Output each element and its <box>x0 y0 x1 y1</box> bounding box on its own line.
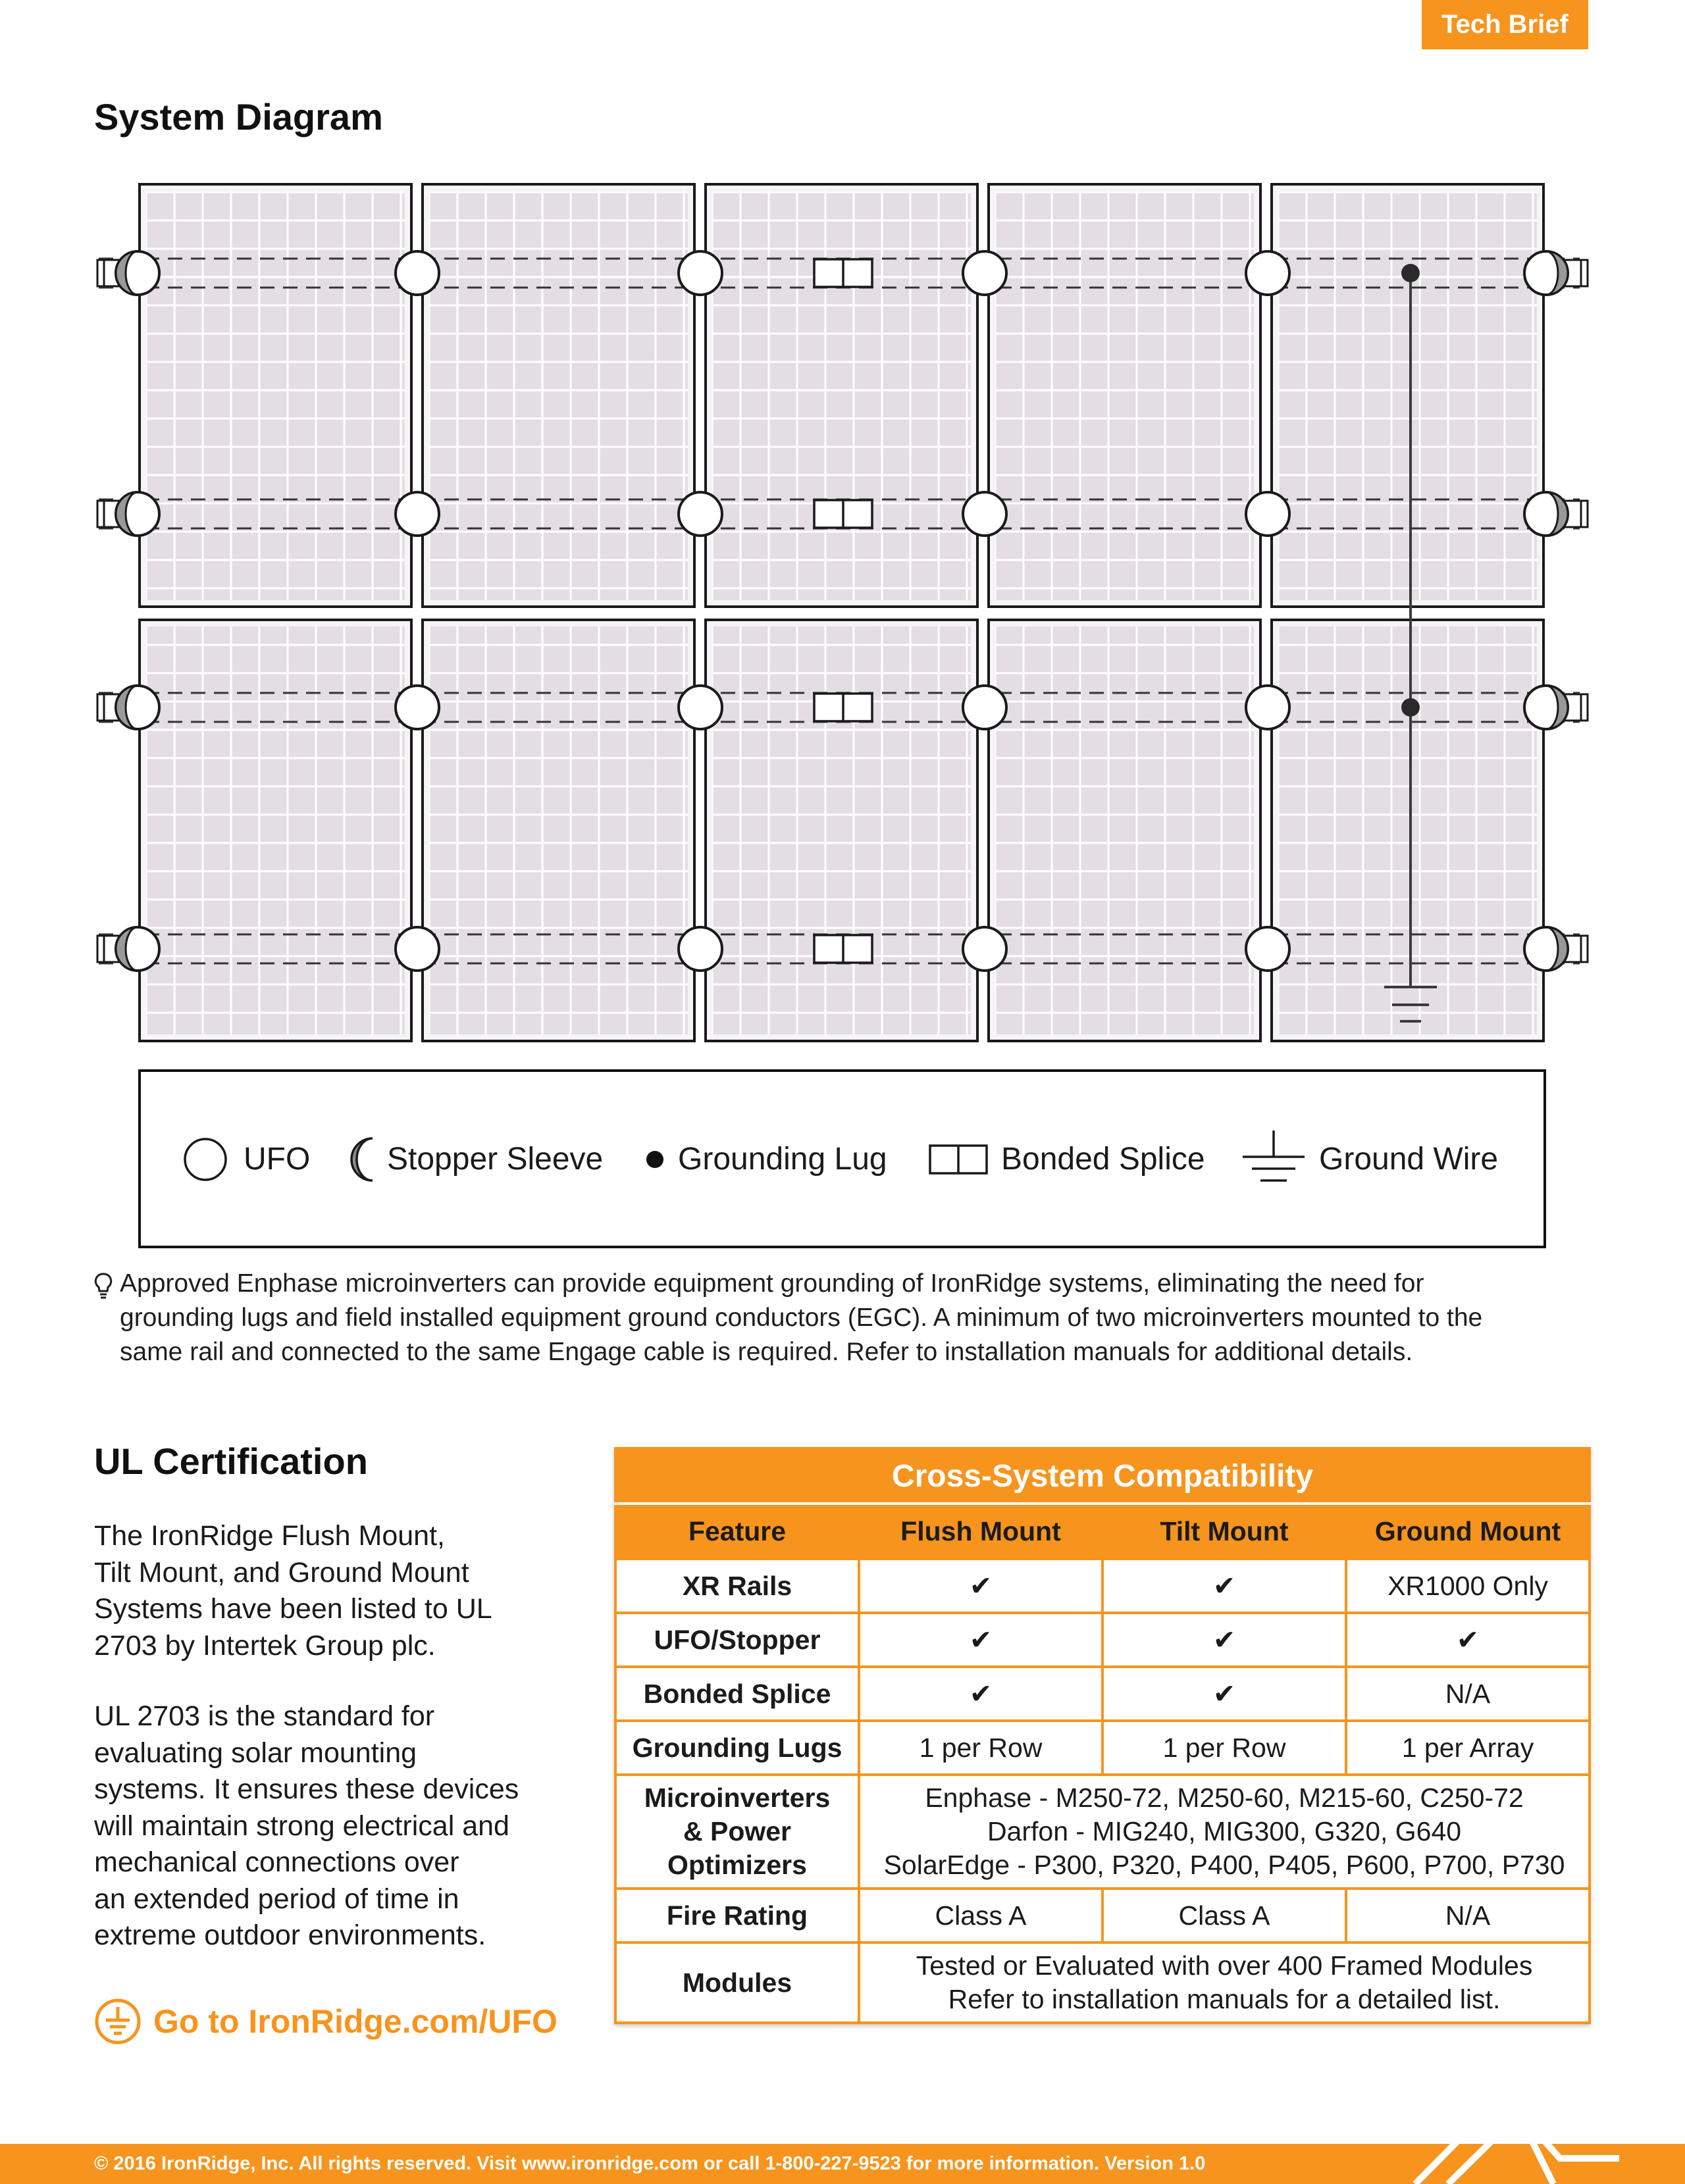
value-cell: N/A <box>1346 1889 1590 1943</box>
cell-line: SolarEdge - P300, P320, P400, P405, P600, P700, P730 <box>883 1850 1565 1880</box>
ufo-icon <box>185 1139 226 1180</box>
ufo-icon <box>1246 492 1289 536</box>
ul-line: Systems have been listed to UL <box>94 1593 492 1625</box>
ul-line: Tilt Mount, and Ground Mount <box>94 1556 469 1588</box>
footer-copyright: © 2016 IronRidge, Inc. All rights reserved. Visit www.ironridge.com or call 1-800-227-9523 for more information. Version 1.0 <box>94 2153 1206 2174</box>
table-row <box>615 1721 1590 1775</box>
value-cell: N/A <box>1346 1667 1590 1721</box>
ufo-icon <box>1246 251 1289 295</box>
ground-symbol-icon <box>94 1998 142 2045</box>
ul-line: systems. It ensures these devices <box>94 1773 519 1805</box>
note-line: Approved Enphase microinverters can provide equipment grounding of IronRidge systems, eliminating the need for <box>120 1269 1424 1298</box>
value-cell: 1 per Row <box>1102 1721 1346 1775</box>
header-ground-mount: Ground Mount <box>1346 1504 1590 1559</box>
tech-brief-badge: Tech Brief <box>1422 0 1588 49</box>
cell-line: Microinverters <box>644 1783 831 1813</box>
ufo-link-text[interactable]: Go to IronRidge.com/UFO <box>153 2003 557 2040</box>
ul-certification-title: UL Certification <box>94 1440 368 1482</box>
legend-stopper-label: Stopper Sleeve <box>387 1142 604 1177</box>
note-line: same rail and connected to the same Engage cable is required. Refer to installation manuals for additional details. <box>120 1338 1413 1366</box>
header-tilt-mount: Tilt Mount <box>1102 1504 1346 1559</box>
solar-panel-array <box>140 184 1543 1041</box>
feature-cell: Fire Rating <box>615 1889 859 1943</box>
checkmark-icon: ✔ <box>1102 1613 1346 1667</box>
feature-cell <box>615 1775 859 1889</box>
ufo-icon <box>679 251 722 295</box>
footer <box>0 2144 1685 2184</box>
checkmark-icon: ✔ <box>859 1559 1102 1613</box>
value-cell <box>859 1943 1590 2023</box>
cell-line: Darfon - MIG240, MIG300, G320, G640 <box>987 1816 1462 1846</box>
cell-line: Optimizers <box>667 1850 807 1880</box>
panel-cells <box>429 626 688 1034</box>
table-row <box>615 1559 1590 1613</box>
table-row <box>615 1667 1590 1721</box>
grounding-lug-icon <box>1401 264 1420 282</box>
checkmark-icon: ✔ <box>1102 1667 1346 1721</box>
ul-line: UL 2703 is the standard for <box>94 1700 435 1732</box>
ufo-icon <box>396 251 439 295</box>
table-title: Cross-System Compatibility <box>615 1448 1590 1504</box>
ul-line: mechanical connections over <box>94 1846 459 1878</box>
cell-line: Refer to installation manuals for a detailed list. <box>948 1984 1501 2014</box>
value-cell: Class A <box>1102 1889 1346 1943</box>
value-cell <box>859 1775 1590 1889</box>
panel-cells <box>146 191 405 600</box>
panel-cells <box>429 191 688 600</box>
grounding-lug-icon <box>646 1151 663 1168</box>
table-row <box>615 1889 1590 1943</box>
system-diagram-title: System Diagram <box>94 96 383 138</box>
lightbulb-icon <box>92 1273 115 1299</box>
ul-line: The IronRidge Flush Mount, <box>94 1520 445 1552</box>
ufo-icon <box>1246 927 1289 971</box>
grounding-lug-icon <box>1401 698 1420 717</box>
panel-cells <box>712 626 971 1034</box>
ufo-icon <box>963 927 1006 971</box>
ufo-icon <box>1246 686 1289 729</box>
checkmark-icon: ✔ <box>859 1667 1102 1721</box>
ufo-icon <box>679 492 722 536</box>
panel-cells <box>1278 626 1537 1034</box>
ufo-icon <box>963 251 1006 295</box>
ul-line: will maintain strong electrical and <box>94 1810 509 1842</box>
ul-line: extreme outdoor environments. <box>94 1919 486 1951</box>
value-cell: XR1000 Only <box>1346 1559 1590 1613</box>
cell-line: Tested or Evaluated with over 400 Framed Modules <box>916 1950 1533 1981</box>
ufo-link[interactable] <box>94 1995 557 2048</box>
value-cell: Class A <box>859 1889 1102 1943</box>
ul-paragraph-2 <box>94 1698 581 1954</box>
panel-cells <box>712 191 971 600</box>
ufo-icon <box>963 492 1006 536</box>
legend-ufo-label: UFO <box>244 1142 311 1177</box>
ul-line: 2703 by Intertek Group plc. <box>94 1629 436 1662</box>
checkmark-icon: ✔ <box>1346 1613 1590 1667</box>
feature-cell: Bonded Splice <box>615 1667 859 1721</box>
panel-cells <box>995 191 1254 600</box>
feature-cell: Grounding Lugs <box>615 1721 859 1775</box>
note-line: grounding lugs and field installed equipment ground conductors (EGC). A minimum of two microinverters mounted to the <box>120 1304 1483 1332</box>
table-row <box>615 1943 1590 2023</box>
ufo-icon <box>396 492 439 536</box>
ufo-icon <box>679 927 722 971</box>
panel-cells <box>995 626 1254 1034</box>
legend-box <box>140 1071 1545 1247</box>
compatibility-table <box>614 1447 1591 2024</box>
ufo-icon <box>396 686 439 729</box>
feature-cell: UFO/Stopper <box>615 1613 859 1667</box>
legend-ground-label: Ground Wire <box>1319 1142 1499 1177</box>
checkmark-icon: ✔ <box>859 1613 1102 1667</box>
ul-line: an extended period of time in <box>94 1883 459 1915</box>
value-cell: 1 per Row <box>859 1721 1102 1775</box>
panel-cells <box>146 626 405 1034</box>
table-row <box>615 1613 1590 1667</box>
ironridge-logo-icon <box>1402 2106 1619 2184</box>
ufo-icon <box>679 686 722 729</box>
ul-paragraph-1 <box>94 1518 581 1664</box>
value-cell: 1 per Array <box>1346 1721 1590 1775</box>
feature-cell: XR Rails <box>615 1559 859 1613</box>
checkmark-icon: ✔ <box>1102 1559 1346 1613</box>
feature-cell: Modules <box>615 1943 859 2023</box>
panel-cells <box>1278 191 1537 600</box>
legend-lug-label: Grounding Lug <box>678 1142 887 1177</box>
ul-line: evaluating solar mounting <box>94 1737 417 1769</box>
ufo-icon <box>963 686 1006 729</box>
table-row <box>615 1775 1590 1889</box>
legend-splice-label: Bonded Splice <box>1001 1142 1205 1177</box>
header-flush-mount: Flush Mount <box>859 1504 1102 1559</box>
cell-line: & Power <box>683 1816 792 1846</box>
ufo-icon <box>396 927 439 971</box>
header-feature: Feature <box>615 1504 859 1559</box>
cell-line: Enphase - M250-72, M250-60, M215-60, C250-72 <box>925 1783 1524 1813</box>
bonded-splice-icon <box>930 1146 987 1173</box>
